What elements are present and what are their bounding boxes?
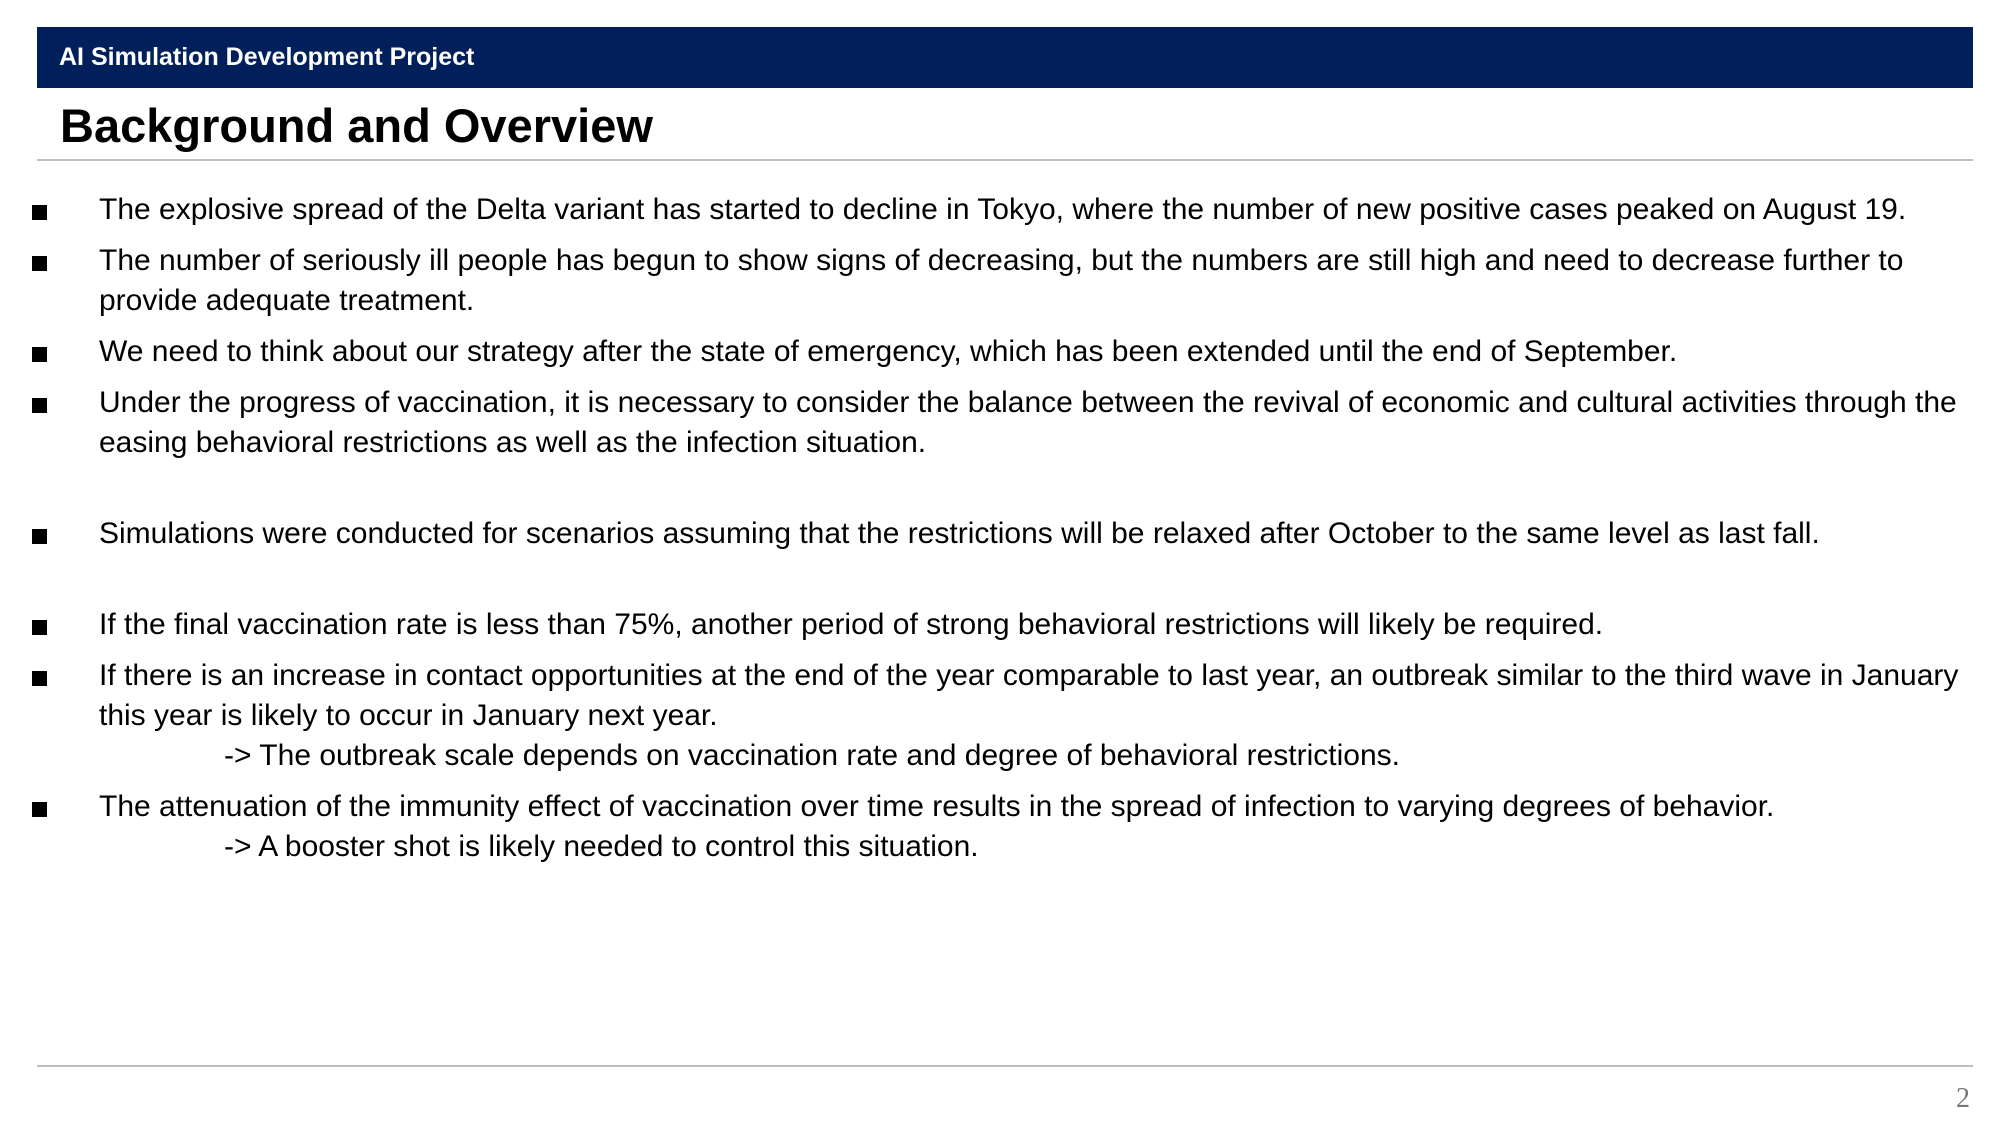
square-bullet-icon bbox=[32, 802, 47, 817]
bullet-item bbox=[0, 332, 2000, 372]
bullet-text: The explosive spread of the Delta variant has started to decline in Tokyo, where the number of new positive cases peaked on August 19. bbox=[99, 193, 1907, 226]
square-bullet-icon bbox=[32, 256, 47, 271]
bullet-item bbox=[0, 656, 2000, 776]
square-bullet-icon bbox=[32, 671, 47, 686]
project-title: AI Simulation Development Project bbox=[59, 43, 475, 71]
bullet-text: The number of seriously ill people has begun to show signs of decreasing, but the numbers are still high and need to decrease further to provide adequate treatment. bbox=[99, 244, 1904, 317]
bullet-item bbox=[0, 241, 2000, 321]
bullet-item bbox=[0, 190, 2000, 230]
bullet-list bbox=[0, 190, 2000, 867]
header-bar bbox=[37, 27, 1973, 88]
bullet-text: We need to think about our strategy after the state of emergency, which has been extended until the end of September. bbox=[99, 335, 1678, 368]
slide-title: Background and Overview bbox=[60, 99, 653, 152]
bullet-text: If there is an increase in contact opportunities at the end of the year comparable to last year, an outbreak similar to the third wave in January this year is likely to occur in January next year. bbox=[99, 659, 1959, 732]
bullet-text: Simulations were conducted for scenarios assuming that the restrictions will be relaxed after October to the same level as last fall. bbox=[99, 517, 1820, 550]
bullet-subtext: -> The outbreak scale depends on vaccination rate and degree of behavioral restrictions. bbox=[224, 739, 1401, 772]
square-bullet-icon bbox=[32, 347, 47, 362]
title-divider bbox=[37, 159, 1973, 161]
bullet-text: The attenuation of the immunity effect of vaccination over time results in the spread of infection to varying degrees of behavior. bbox=[99, 790, 1775, 823]
bullet-item bbox=[0, 787, 2000, 867]
square-bullet-icon bbox=[32, 398, 47, 413]
bullet-text: Under the progress of vaccination, it is necessary to consider the balance between the revival of economic and cultural activities through the easing behavioral restrictions as well as the infection situation. bbox=[99, 386, 1957, 459]
bullet-item bbox=[0, 514, 2000, 554]
page-number: 2 bbox=[1956, 1083, 1970, 1114]
square-bullet-icon bbox=[32, 529, 47, 544]
bullet-item bbox=[0, 383, 2000, 463]
bullet-text: If the final vaccination rate is less than 75%, another period of strong behavioral restrictions will likely be required. bbox=[99, 608, 1604, 641]
square-bullet-icon bbox=[32, 620, 47, 635]
bullet-item bbox=[0, 605, 2000, 645]
square-bullet-icon bbox=[32, 205, 47, 220]
bullet-subtext: -> A booster shot is likely needed to control this situation. bbox=[224, 830, 979, 863]
footer-divider bbox=[37, 1065, 1973, 1067]
